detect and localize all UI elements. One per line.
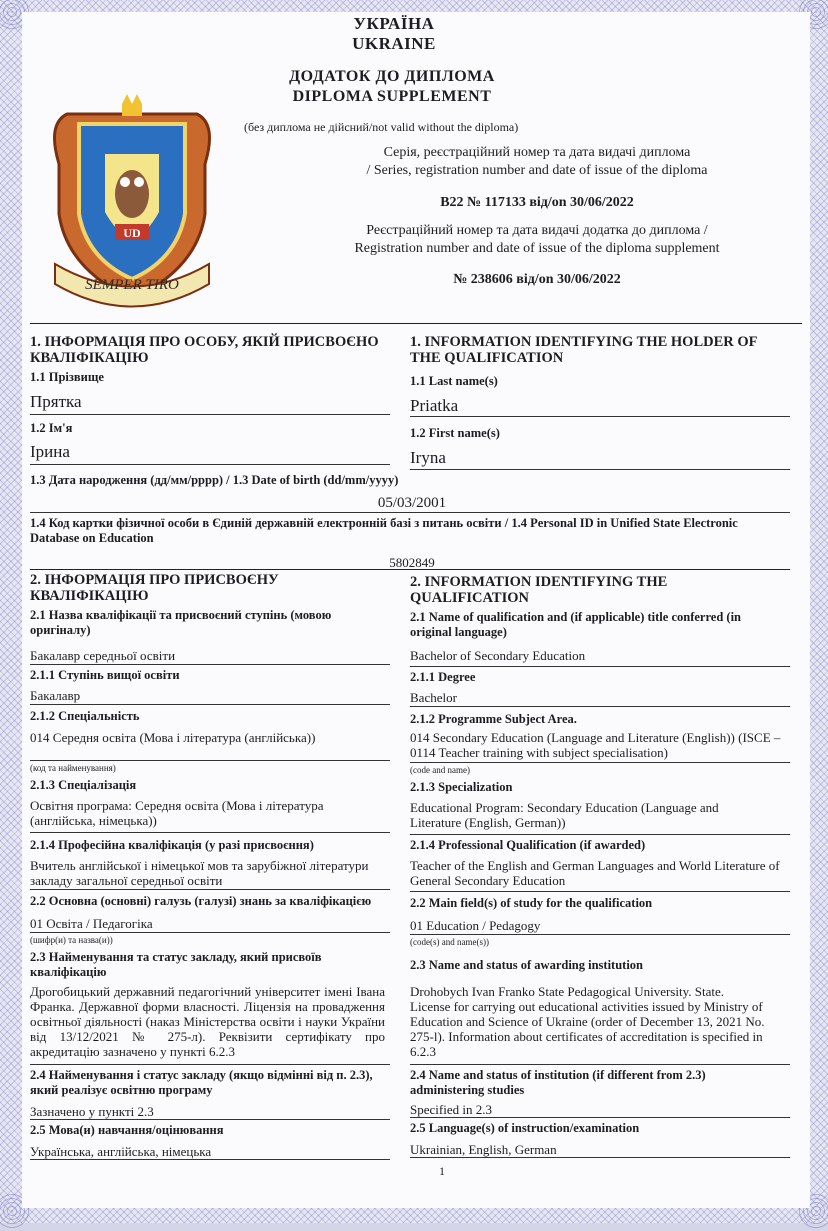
divider [30,414,390,415]
divider [410,1064,790,1065]
q213-label-ua: 2.1.3 Спеціалізація [30,778,137,792]
q212-note-en: (code and name) [410,765,470,775]
divider [30,323,802,324]
emblem-motto: SEMPER TIRO [85,277,179,293]
first-name-en: Iryna [410,448,446,467]
first-name-label-ua: 1.2 Ім'я [30,421,73,435]
q22-note-ua: (шифр(и) та назва(и)) [30,935,113,945]
divider [30,512,790,513]
divider [410,891,790,892]
page-number: 1 [439,1164,445,1178]
q213-en: Educational Program: Secondary Education (Language and Literature (English, German)) [410,800,719,830]
divider [410,834,790,835]
divider [30,832,390,833]
q25-label-en: 2.5 Language(s) of instruction/examination [410,1121,640,1135]
q24-label-en: 2.4 Name and status of institution (if different from 2.3) administering studies [410,1068,706,1097]
reg-label-en: Registration number and date of issue of the diploma supplement [354,241,720,256]
personal-id-label: 1.4 Код картки фізичної особи в Єдиній державній електронній базі з питань освіти / 1.4 Personal ID in Unified State Electronic Database on Education [30,516,738,545]
q213-label-en: 2.1.3 Specialization [410,780,513,794]
q25-label-ua: 2.5 Мова(и) навчання/оцінювання [30,1123,224,1137]
series-label-ua: Серія, реєстраційний номер та дата видачі диплома [383,145,691,160]
dob-label: 1.3 Дата народження (дд/мм/рррр) / 1.3 Date of birth (dd/mm/yyyy) [30,473,399,487]
q22-label-ua: 2.2 Основна (основні) галузь (галузі) знань за кваліфікацією [30,894,372,908]
title-en: DIPLOMA SUPPLEMENT [292,88,492,105]
divider [30,569,790,570]
divider [410,934,790,935]
divider [30,464,390,465]
section2-title-ua: 2. ІНФОРМАЦІЯ ПРО ПРИСВОЄНУ КВАЛІФІКАЦІЮ [30,572,279,604]
q23-label-ua: 2.3 Найменування та статус закладу, який присвоїв кваліфікацію [30,950,322,979]
divider [410,706,790,707]
q21-en: Bachelor of Secondary Education [410,648,586,663]
divider [30,760,390,761]
q212-label-ua: 2.1.2 Спеціальність [30,709,140,723]
q211-label-ua: 2.1.1 Ступінь вищої освіти [30,668,180,682]
q21-label-ua: 2.1 Назва кваліфікації та присвоєний ступінь (мовою оригіналу) [30,608,332,637]
last-name-en: Priatka [410,396,459,415]
q213-ua: Освітня програма: Середня освіта (Мова і література (англійська, німецька)) [30,798,324,828]
q23-en: Drohobych Ivan Franko State Pedagogical University. State. License for carrying out educational activities issued by Ministry of Education and Science of Ukraine (order of December 13, 2021 No. 275-l). Information about certificates of accreditation is specified in 6.2.3 [410,984,765,1059]
q211-ua: Бакалавр [30,688,81,703]
q24-en: Specified in 2.3 [410,1102,492,1117]
q214-ua: Вчитель англійської і німецької мов та зарубіжної літератури закладу загальної середньої освіти [30,858,369,888]
q212-en: 014 Secondary Education (Language and Literature (English)) (ISCE – 0114 Teacher training with subject specialisation) [410,730,781,760]
section1-title-ua: 1. ІНФОРМАЦІЯ ПРО ОСОБУ, ЯКІЙ ПРИСВОЄНО КВАЛІФІКАЦІЮ [30,334,379,366]
last-name-label-en: 1.1 Last name(s) [410,374,498,388]
validity-note: (без диплома не дійсний/not valid without the diploma) [244,120,519,134]
q212-label-en: 2.1.2 Programme Subject Area. [410,712,577,726]
section2-title-en: 2. INFORMATION IDENTIFYING THE QUALIFICATION [410,574,668,606]
q22-label-en: 2.2 Main field(s) of study for the qualification [410,896,653,910]
q214-label-ua: 2.1.4 Професійна кваліфікація (у разі присвоєння) [30,838,314,852]
divider [410,469,790,470]
last-name-ua: Прятка [30,392,82,411]
divider [410,666,790,667]
q21-ua: Бакалавр середньої освіти [30,648,176,663]
country-en: UKRAINE [352,34,436,53]
q214-label-en: 2.1.4 Professional Qualification (if awarded) [410,838,646,852]
q23-ua: Дрогобицький державний педагогічний університет імені Івана Франка. Державної форми власності. Ліцензія на провадження освітньої діяльності (наказ Міністерства освіти і науки України від 13/12/2021 № 275-л). Реквізити сертифікату про акредитацію зазначено у пункті 6.2.3 [30,984,385,1059]
university-emblem [47,94,217,314]
divider [410,762,790,763]
first-name-label-en: 1.2 First name(s) [410,426,500,440]
divider [410,1117,790,1118]
title-ua: ДОДАТОК ДО ДИПЛОМА [289,68,495,85]
q211-en: Bachelor [410,690,457,705]
reg-label-ua: Реєстраційний номер та дата видачі додатка до диплома / [366,223,708,238]
divider [30,1159,390,1160]
divider [30,664,390,665]
divider [410,416,790,417]
q24-label-ua: 2.4 Найменування і статус закладу (якщо відмінні від п. 2.3), який реалізує освітню програму [30,1068,373,1097]
divider [30,1119,390,1120]
q212-note-ua: (код та найменування) [30,763,116,773]
divider [410,1157,790,1158]
series-label-en: / Series, registration number and date of issue of the diploma [366,163,708,178]
q23-label-en: 2.3 Name and status of awarding institution [410,958,644,972]
divider [30,889,390,890]
document-sheet [22,12,810,1208]
q24-ua: Зазначено у пункті 2.3 [30,1104,154,1119]
q214-en: Teacher of the English and German Languages and World Literature of General Secondary Education [410,858,780,888]
q25-en: Ukrainian, English, German [410,1142,557,1157]
divider [30,1064,390,1065]
section1-title-en: 1. INFORMATION IDENTIFYING THE HOLDER OF THE QUALIFICATION [410,334,757,366]
last-name-label-ua: 1.1 Прізвище [30,370,104,384]
q21-label-en: 2.1 Name of qualification and (if applicable) title conferred (in original language) [410,610,741,639]
emblem-letters: UD [123,226,141,240]
divider [30,704,390,705]
q22-en: 01 Education / Pedagogy [410,918,541,933]
q211-label-en: 2.1.1 Degree [410,670,476,684]
q22-note-en: (code(s) and name(s)) [410,937,489,947]
q22-ua: 01 Освіта / Педагогіка [30,916,153,931]
personal-id-value: 5802849 [389,555,435,570]
divider [30,932,390,933]
supplement-number: № 238606 від/on 30/06/2022 [453,272,621,287]
dob-value: 05/03/2001 [377,495,447,511]
country-ua: УКРАЇНА [353,14,435,33]
q212-ua: 014 Середня освіта (Мова і література (англійська)) [30,730,316,745]
first-name-ua: Ірина [30,442,70,461]
diploma-number: B22 № 117133 від/on 30/06/2022 [440,195,634,210]
q25-ua: Українська, англійська, німецька [30,1144,212,1159]
